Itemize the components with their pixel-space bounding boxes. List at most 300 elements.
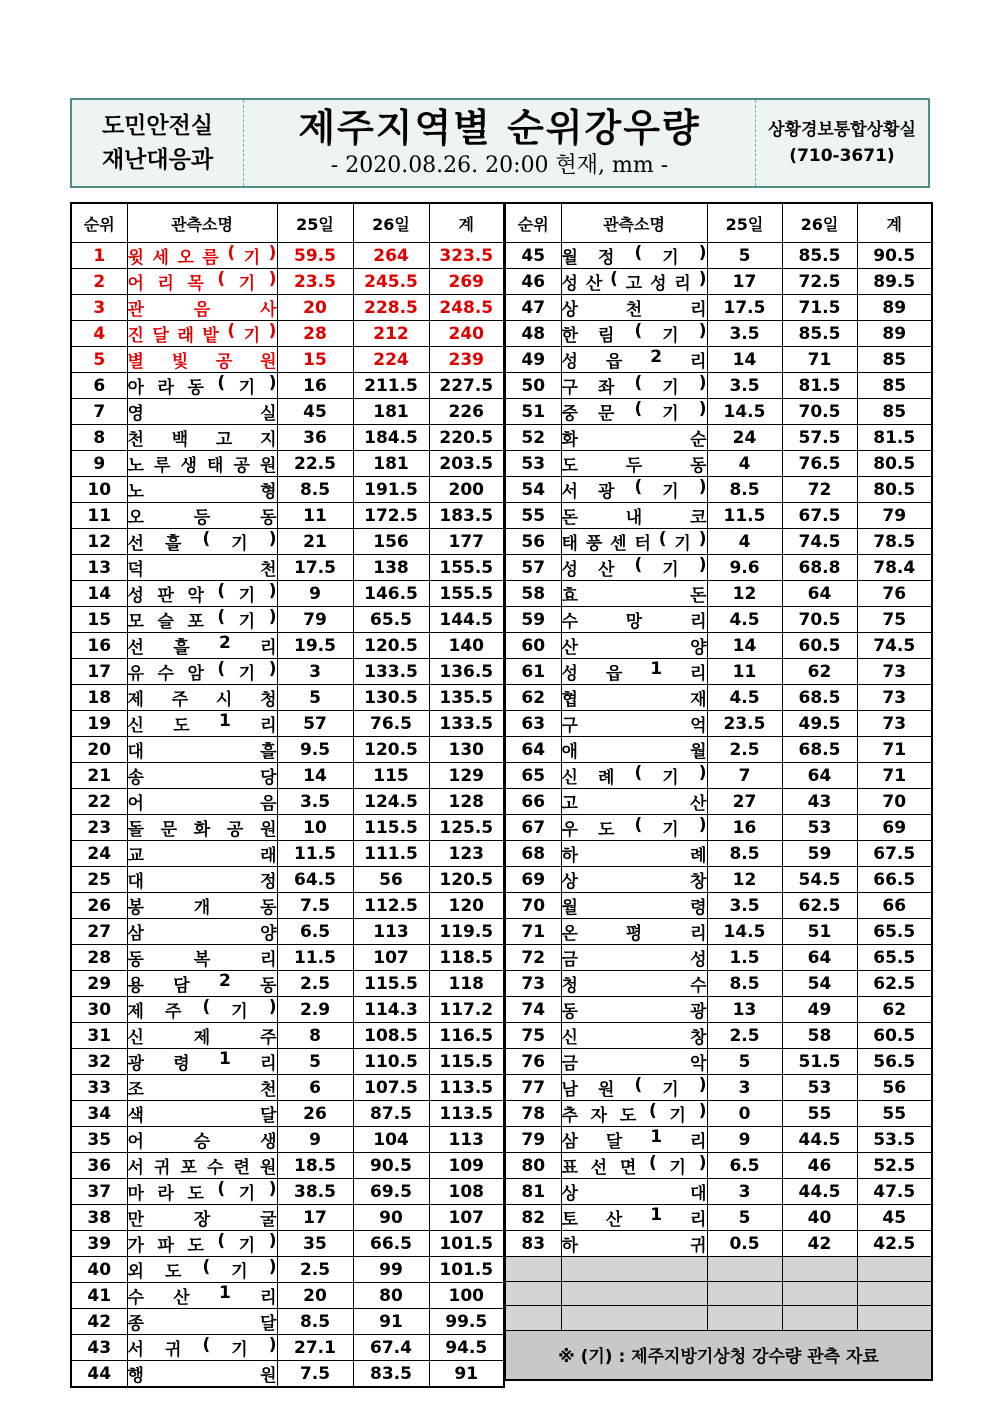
total-cell: 79 — [857, 503, 932, 529]
station-name: 천 백 고 지 — [127, 430, 277, 450]
total-cell: 66 — [857, 893, 932, 919]
station-name: 협 재 — [561, 690, 707, 710]
station-name: 어 승 생 — [127, 1132, 277, 1152]
table-row — [505, 399, 932, 425]
day26-cell: 62 — [782, 659, 857, 685]
table-row — [71, 555, 504, 581]
total-cell: 69 — [857, 815, 932, 841]
rank-cell: 6 — [71, 373, 127, 399]
total-cell: 117.2 — [429, 997, 504, 1023]
station-name-cell — [561, 971, 707, 997]
day26-cell: 90.5 — [353, 1153, 429, 1179]
station-name: 애 월 — [561, 742, 707, 762]
rank-cell: 36 — [71, 1153, 127, 1179]
day25-cell: 2.9 — [277, 997, 353, 1023]
rank-cell: 81 — [505, 1179, 561, 1205]
col-day25: 25일 — [277, 203, 353, 243]
table-row — [505, 737, 932, 763]
station-name-cell — [127, 1335, 277, 1361]
station-name: 윗 세 오 름 ( 기 ) — [127, 243, 277, 268]
rank-cell: 69 — [505, 867, 561, 893]
table-row — [71, 945, 504, 971]
day25-cell: 4.5 — [707, 607, 782, 633]
rank-cell: 12 — [71, 529, 127, 555]
note-row — [505, 1330, 932, 1380]
table-row — [71, 971, 504, 997]
table-row — [71, 607, 504, 633]
day26-cell: 245.5 — [353, 269, 429, 295]
station-name: 토 산 1 리 — [561, 1205, 707, 1230]
station-name: 월 정 ( 기 ) — [561, 243, 707, 268]
day25-cell: 9 — [277, 1127, 353, 1153]
day26-cell: 76.5 — [782, 451, 857, 477]
table-row — [71, 1023, 504, 1049]
day25-cell: 17.5 — [707, 295, 782, 321]
day25-cell: 7.5 — [277, 1361, 353, 1388]
col-total: 계 — [857, 203, 932, 243]
day25-cell: 18.5 — [277, 1153, 353, 1179]
station-name-cell — [127, 893, 277, 919]
day25-cell: 20 — [277, 1283, 353, 1309]
rank-cell: 34 — [71, 1101, 127, 1127]
rank-cell: 15 — [71, 607, 127, 633]
total-cell: 155.5 — [429, 555, 504, 581]
station-name-cell — [561, 867, 707, 893]
day25-cell: 21 — [277, 529, 353, 555]
rank-cell: 2 — [71, 269, 127, 295]
rank-cell: 58 — [505, 581, 561, 607]
total-cell: 65.5 — [857, 919, 932, 945]
total-cell: 155.5 — [429, 581, 504, 607]
station-name: 어 리 목 ( 기 ) — [127, 269, 277, 294]
rank-cell: 16 — [71, 633, 127, 659]
day26-cell: 67.5 — [782, 503, 857, 529]
rank-cell: 38 — [71, 1205, 127, 1231]
table-row — [505, 295, 932, 321]
station-name: 덕 천 — [127, 560, 277, 580]
day26-cell: 107.5 — [353, 1075, 429, 1101]
day26-cell: 72.5 — [782, 269, 857, 295]
day25-cell: 3 — [707, 1179, 782, 1205]
total-cell: 90.5 — [857, 243, 932, 269]
day25-cell: 5 — [707, 1049, 782, 1075]
total-cell: 85 — [857, 399, 932, 425]
station-name-cell — [127, 1075, 277, 1101]
day26-cell: 51.5 — [782, 1049, 857, 1075]
day25-cell: 24 — [707, 425, 782, 451]
rank-cell: 68 — [505, 841, 561, 867]
station-name: 수 망 리 — [561, 612, 707, 632]
rank-cell: 43 — [71, 1335, 127, 1361]
rank-cell: 71 — [505, 919, 561, 945]
day25-cell: 12 — [707, 581, 782, 607]
title-box — [244, 100, 756, 186]
station-name: 삼 양 — [127, 924, 277, 944]
table-row — [505, 893, 932, 919]
rank-cell: 78 — [505, 1101, 561, 1127]
col-station: 관측소명 — [561, 203, 707, 243]
rank-cell: 45 — [505, 243, 561, 269]
rank-cell: 4 — [71, 321, 127, 347]
total-cell: 100 — [429, 1283, 504, 1309]
station-name: 노 형 — [127, 482, 277, 502]
total-cell: 85 — [857, 347, 932, 373]
rank-cell: 21 — [71, 763, 127, 789]
day25-cell: 17.5 — [277, 555, 353, 581]
office-phone: (710-3671) — [789, 146, 895, 166]
day26-cell: 130.5 — [353, 685, 429, 711]
day26-cell: 120.5 — [353, 633, 429, 659]
table-row — [505, 425, 932, 451]
station-name-cell — [561, 1179, 707, 1205]
empty-cell — [782, 1306, 857, 1331]
rank-cell: 39 — [71, 1231, 127, 1257]
day25-cell: 2.5 — [707, 737, 782, 763]
rainfall-table-right — [504, 202, 933, 1381]
total-cell: 135.5 — [429, 685, 504, 711]
station-name-cell — [561, 373, 707, 399]
empty-cell — [505, 1281, 561, 1306]
station-name: 하 귀 — [561, 1236, 707, 1256]
total-cell: 200 — [429, 477, 504, 503]
rank-cell: 64 — [505, 737, 561, 763]
table-row — [505, 1205, 932, 1231]
total-cell: 70 — [857, 789, 932, 815]
rank-cell: 62 — [505, 685, 561, 711]
total-cell: 60.5 — [857, 1023, 932, 1049]
table-row — [71, 893, 504, 919]
total-cell: 99.5 — [429, 1309, 504, 1335]
day26-cell: 212 — [353, 321, 429, 347]
day25-cell: 14 — [707, 347, 782, 373]
total-cell: 227.5 — [429, 373, 504, 399]
rank-cell: 73 — [505, 971, 561, 997]
station-name-cell — [127, 971, 277, 997]
station-name-cell — [127, 711, 277, 737]
department-name: 도민안전실 — [101, 113, 214, 139]
rank-cell: 56 — [505, 529, 561, 555]
day25-cell: 5 — [707, 1205, 782, 1231]
table-row — [71, 659, 504, 685]
station-name-cell — [127, 1257, 277, 1283]
total-cell: 113 — [429, 1127, 504, 1153]
station-name: 신 제 주 — [127, 1028, 277, 1048]
day25-cell: 17 — [277, 1205, 353, 1231]
station-name-cell — [561, 633, 707, 659]
day25-cell: 9.5 — [277, 737, 353, 763]
station-name-cell — [561, 815, 707, 841]
station-name-cell — [561, 1205, 707, 1231]
day25-cell: 13 — [707, 997, 782, 1023]
station-name: 모 슬 포 ( 기 ) — [127, 607, 277, 632]
rank-cell: 53 — [505, 451, 561, 477]
day25-cell: 15 — [277, 347, 353, 373]
empty-cell — [857, 1306, 932, 1331]
day26-cell: 59 — [782, 841, 857, 867]
station-name-cell — [561, 893, 707, 919]
rank-cell: 20 — [71, 737, 127, 763]
table-row — [505, 1049, 932, 1075]
station-name-cell — [561, 737, 707, 763]
table-row — [505, 1153, 932, 1179]
total-cell: 136.5 — [429, 659, 504, 685]
table-row — [71, 763, 504, 789]
rank-cell: 11 — [71, 503, 127, 529]
station-name: 조 천 — [127, 1080, 277, 1100]
day25-cell: 11.5 — [707, 503, 782, 529]
empty-cell — [561, 1257, 707, 1282]
rank-cell: 48 — [505, 321, 561, 347]
station-name-cell — [561, 997, 707, 1023]
empty-cell — [505, 1306, 561, 1331]
table-row — [505, 477, 932, 503]
day26-cell: 51 — [782, 919, 857, 945]
day25-cell: 6.5 — [277, 919, 353, 945]
station-name: 성 읍 2 리 — [561, 347, 707, 372]
col-rank: 순위 — [71, 203, 127, 243]
table-row — [505, 789, 932, 815]
station-name: 봉 개 동 — [127, 898, 277, 918]
total-cell: 129 — [429, 763, 504, 789]
total-cell: 47.5 — [857, 1179, 932, 1205]
table-row — [505, 347, 932, 373]
total-cell: 118 — [429, 971, 504, 997]
rank-cell: 46 — [505, 269, 561, 295]
station-name: 동 광 — [561, 1002, 707, 1022]
station-name: 구 억 — [561, 716, 707, 736]
station-name-cell — [127, 1127, 277, 1153]
col-station: 관측소명 — [127, 203, 277, 243]
day26-cell: 83.5 — [353, 1361, 429, 1388]
rank-cell: 23 — [71, 815, 127, 841]
day25-cell: 5 — [707, 243, 782, 269]
station-name-cell — [561, 607, 707, 633]
day26-cell: 64 — [782, 581, 857, 607]
rank-cell: 59 — [505, 607, 561, 633]
table-row — [505, 867, 932, 893]
total-cell: 323.5 — [429, 243, 504, 269]
total-cell: 62.5 — [857, 971, 932, 997]
station-name-cell — [127, 295, 277, 321]
day26-cell: 66.5 — [353, 1231, 429, 1257]
total-cell: 78.5 — [857, 529, 932, 555]
rank-cell: 1 — [71, 243, 127, 269]
station-name-cell — [127, 919, 277, 945]
day25-cell: 22.5 — [277, 451, 353, 477]
empty-cell — [561, 1306, 707, 1331]
station-name-cell — [127, 555, 277, 581]
station-name-cell — [561, 1023, 707, 1049]
rank-cell: 63 — [505, 711, 561, 737]
station-name-cell — [127, 347, 277, 373]
day26-cell: 67.4 — [353, 1335, 429, 1361]
day25-cell: 11 — [277, 503, 353, 529]
day25-cell: 16 — [707, 815, 782, 841]
rank-cell: 52 — [505, 425, 561, 451]
total-cell: 76 — [857, 581, 932, 607]
station-name-cell — [561, 555, 707, 581]
table-row — [71, 997, 504, 1023]
day26-cell: 124.5 — [353, 789, 429, 815]
day25-cell: 11 — [707, 659, 782, 685]
day25-cell: 45 — [277, 399, 353, 425]
station-name-cell — [127, 737, 277, 763]
station-name: 돌 문 화 공 원 — [127, 820, 277, 840]
day26-cell: 138 — [353, 555, 429, 581]
rank-cell: 67 — [505, 815, 561, 841]
empty-cell — [561, 1281, 707, 1306]
station-name: 제 주 ( 기 ) — [127, 997, 277, 1022]
station-name-cell — [127, 1023, 277, 1049]
empty-cell — [857, 1281, 932, 1306]
table-row — [71, 1179, 504, 1205]
station-name-cell — [127, 1205, 277, 1231]
total-cell: 123 — [429, 841, 504, 867]
rank-cell: 80 — [505, 1153, 561, 1179]
station-name-cell — [127, 1231, 277, 1257]
total-cell: 130 — [429, 737, 504, 763]
station-name-cell — [561, 1049, 707, 1075]
day25-cell: 79 — [277, 607, 353, 633]
station-name-cell — [561, 1153, 707, 1179]
table-row — [71, 1153, 504, 1179]
total-cell: 73 — [857, 685, 932, 711]
station-name-cell — [127, 269, 277, 295]
station-name-cell — [127, 685, 277, 711]
station-name-cell — [561, 581, 707, 607]
table-row — [505, 1023, 932, 1049]
rank-cell: 54 — [505, 477, 561, 503]
table-row — [71, 1127, 504, 1153]
day25-cell: 0 — [707, 1101, 782, 1127]
total-cell: 81.5 — [857, 425, 932, 451]
total-cell: 71 — [857, 737, 932, 763]
station-name: 표 선 면 ( 기 ) — [561, 1153, 707, 1178]
total-cell: 115.5 — [429, 1049, 504, 1075]
col-day25: 25일 — [707, 203, 782, 243]
station-name: 화 순 — [561, 430, 707, 450]
station-name: 고 산 — [561, 794, 707, 814]
day26-cell: 44.5 — [782, 1179, 857, 1205]
source-note: ※ (기) : 제주지방기상청 강수량 관측 자료 — [505, 1330, 932, 1380]
station-name-cell — [127, 1153, 277, 1179]
station-name: 서 귀 포 수 련 원 — [127, 1158, 277, 1178]
station-name: 아 라 동 ( 기 ) — [127, 373, 277, 398]
table-row — [505, 607, 932, 633]
table-row — [505, 555, 932, 581]
table-row — [71, 321, 504, 347]
day26-cell: 115 — [353, 763, 429, 789]
day26-cell: 64 — [782, 763, 857, 789]
day26-cell: 62.5 — [782, 893, 857, 919]
day26-cell: 70.5 — [782, 607, 857, 633]
table-row — [71, 425, 504, 451]
table-row — [505, 529, 932, 555]
empty-cell — [707, 1306, 782, 1331]
station-name: 진 달 래 밭 ( 기 ) — [127, 321, 277, 346]
day25-cell: 2.5 — [277, 1257, 353, 1283]
station-name: 성 산 ( 기 ) — [561, 555, 707, 580]
day26-cell: 172.5 — [353, 503, 429, 529]
rank-cell: 32 — [71, 1049, 127, 1075]
table-row — [71, 711, 504, 737]
total-cell: 55 — [857, 1101, 932, 1127]
total-cell: 120 — [429, 893, 504, 919]
station-name-cell — [561, 685, 707, 711]
table-row — [505, 841, 932, 867]
total-cell: 66.5 — [857, 867, 932, 893]
day25-cell: 11.5 — [277, 841, 353, 867]
empty-row — [505, 1281, 932, 1306]
station-name: 상 창 — [561, 872, 707, 892]
table-row — [505, 971, 932, 997]
station-name: 선 흘 ( 기 ) — [127, 529, 277, 554]
station-name: 하 례 — [561, 846, 707, 866]
station-name: 남 원 ( 기 ) — [561, 1075, 707, 1100]
table-row — [505, 1127, 932, 1153]
total-cell: 89 — [857, 321, 932, 347]
total-cell: 101.5 — [429, 1231, 504, 1257]
col-day26: 26일 — [353, 203, 429, 243]
station-name-cell — [561, 425, 707, 451]
office-name: 상황경보통합상황실 — [768, 120, 916, 140]
total-cell: 56 — [857, 1075, 932, 1101]
rank-cell: 9 — [71, 451, 127, 477]
day25-cell: 3 — [277, 659, 353, 685]
department-box — [72, 100, 244, 186]
station-name: 교 래 — [127, 846, 277, 866]
day26-cell: 42 — [782, 1231, 857, 1257]
day25-cell: 8.5 — [707, 971, 782, 997]
station-name: 신 창 — [561, 1028, 707, 1048]
day25-cell: 6 — [277, 1075, 353, 1101]
day25-cell: 14.5 — [707, 399, 782, 425]
total-cell: 75 — [857, 607, 932, 633]
station-name-cell — [127, 1049, 277, 1075]
station-name: 신 도 1 리 — [127, 711, 277, 736]
total-cell: 78.4 — [857, 555, 932, 581]
table-row — [71, 269, 504, 295]
day26-cell: 70.5 — [782, 399, 857, 425]
total-cell: 73 — [857, 659, 932, 685]
day25-cell: 2.5 — [277, 971, 353, 997]
total-cell: 89 — [857, 295, 932, 321]
report-header — [70, 98, 930, 188]
day26-cell: 228.5 — [353, 295, 429, 321]
day26-cell: 44.5 — [782, 1127, 857, 1153]
station-name-cell — [561, 295, 707, 321]
rank-cell: 10 — [71, 477, 127, 503]
station-name: 광 령 1 리 — [127, 1049, 277, 1074]
table-row — [71, 815, 504, 841]
station-name: 선 흘 2 리 — [127, 633, 277, 658]
table-row — [505, 945, 932, 971]
station-name-cell — [127, 451, 277, 477]
table-row — [505, 1179, 932, 1205]
total-cell: 220.5 — [429, 425, 504, 451]
division-name: 재난대응과 — [101, 147, 214, 173]
day25-cell: 27.1 — [277, 1335, 353, 1361]
rank-cell: 47 — [505, 295, 561, 321]
station-name-cell — [127, 633, 277, 659]
station-name-cell — [127, 841, 277, 867]
station-name: 성 읍 1 리 — [561, 659, 707, 684]
total-cell: 85 — [857, 373, 932, 399]
day25-cell: 14 — [707, 633, 782, 659]
station-name: 영 실 — [127, 404, 277, 424]
station-name-cell — [561, 763, 707, 789]
station-name-cell — [127, 867, 277, 893]
